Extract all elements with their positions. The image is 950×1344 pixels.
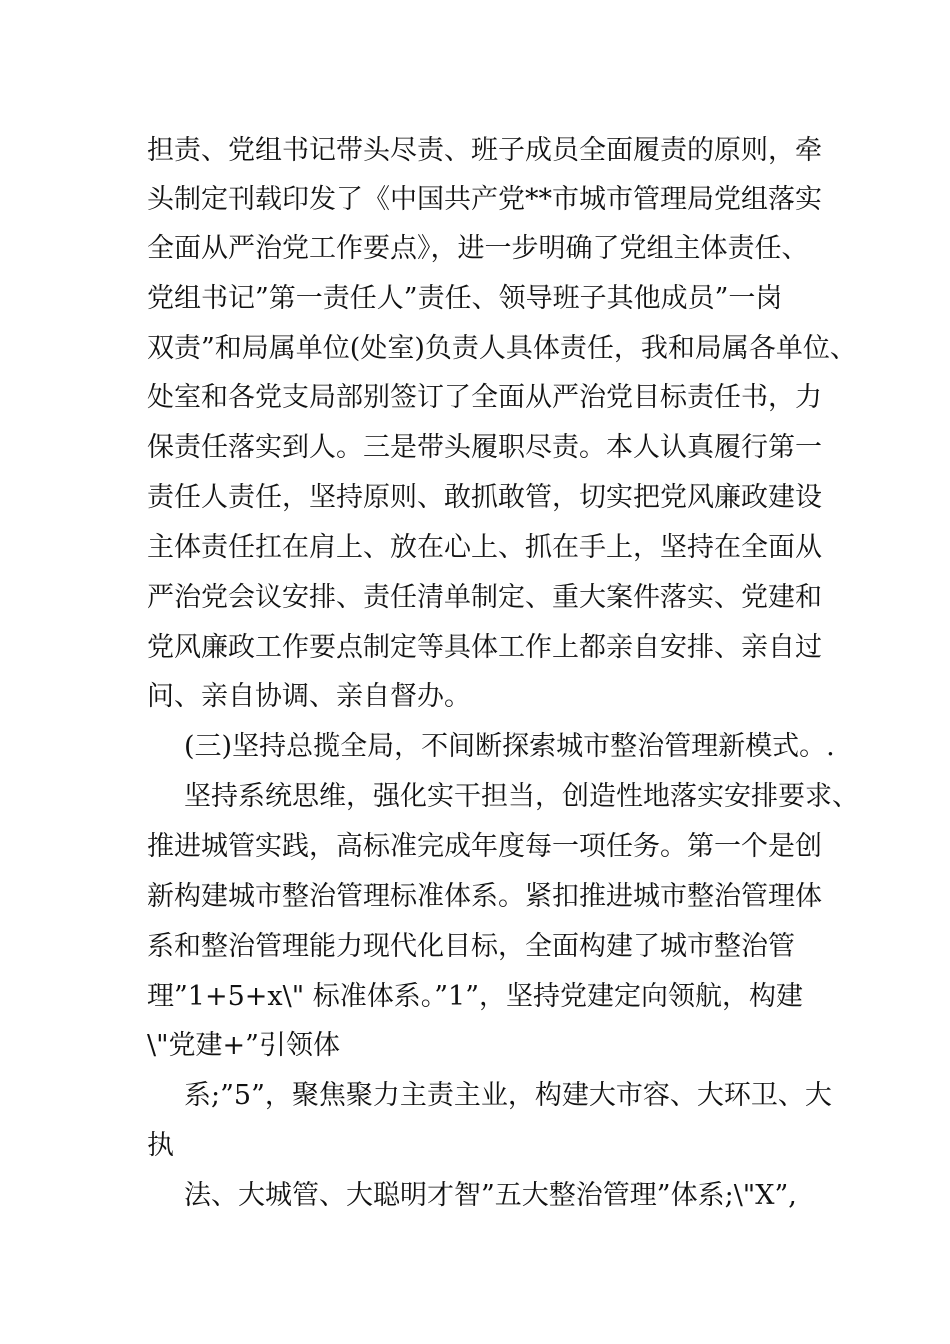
- text-line: 处室和各党支局部别签订了全面从严治党目标责任书，力: [147, 382, 822, 413]
- text-line: 坚持系统思维，强化实干担当，创造性地落实安排要求、: [184, 781, 859, 812]
- section-heading: (三)坚持总揽全局，不间断探索城市整治管理新模式。.: [184, 731, 835, 762]
- text-line: 担责、党组书记带头尽责、班子成员全面履责的原则，牵: [147, 135, 822, 166]
- text-line: 理”1+5+x\" 标准体系。”1”，坚持党建定向领航，构建: [147, 981, 804, 1012]
- text-line: 双责”和局属单位(处室)负责人具体责任，我和局属各单位、: [147, 333, 857, 364]
- text-line: \"党建+”引领体: [147, 1030, 340, 1061]
- text-line: 主体责任扛在肩上、放在心上、抓在手上，坚持在全面从: [147, 532, 822, 563]
- text-line: 党组书记”第一责任人”责任、领导班子其他成员”一岗: [147, 283, 783, 314]
- text-line: 法、大城管、大聪明才智”五大整治管理”体系;\"X”,: [184, 1180, 797, 1211]
- text-line: 头制定刊载印发了《中国共产党**市城市管理局党组落实: [147, 184, 822, 215]
- text-line: 系;”5”，聚焦聚力主责主业，构建大市容、大环卫、大: [184, 1080, 832, 1111]
- text-line: 问、亲自协调、亲自督办。: [147, 681, 471, 712]
- text-line: 执: [147, 1130, 174, 1161]
- text-line: 责任人责任，坚持原则、敢抓敢管，切实把党风廉政建设: [147, 482, 822, 513]
- text-line: 全面从严治党工作要点》，进一步明确了党组主体责任、: [147, 233, 809, 264]
- text-line: 保责任落实到人。三是带头履职尽责。本人认真履行第一: [147, 432, 822, 463]
- text-line: 新构建城市整治管理标准体系。紧扣推进城市整治管理体: [147, 881, 822, 912]
- text-line: 系和整治管理能力现代化目标，全面构建了城市整治管: [147, 931, 795, 962]
- text-line: 推进城管实践，高标准完成年度每一项任务。第一个是创: [147, 831, 822, 862]
- text-line: 党风廉政工作要点制定等具体工作上都亲自安排、亲自过: [147, 632, 822, 663]
- text-line: 严治党会议安排、责任清单制定、重大案件落实、党建和: [147, 582, 822, 613]
